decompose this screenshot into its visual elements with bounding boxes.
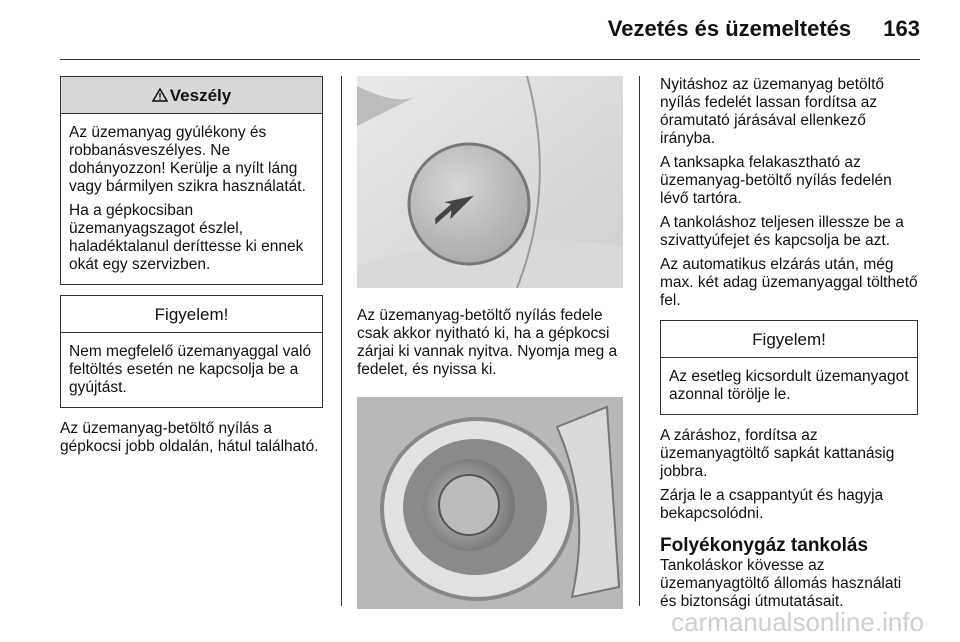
danger-text-2: Ha a gépkocsiban üzemanyagszagot észlel, haladéktalanul deríttesse ki ennek okát egy szervizben. [69, 202, 304, 273]
page-title: Vezetés és üzemeltetés [607, 16, 852, 41]
closing-text: A záráshoz, fordítsa az üzemanyagtöltő sapkát kattanásig jobbra. [660, 427, 895, 480]
cap-holder-text: A tanksapka felakasztható az üzemanyag-betöltő nyílás fedelén lévő tartóra. [660, 154, 892, 207]
danger-text-1: Az üzemanyag gyúlékony és robbanásveszélyes. Ne dohányozzon! Kerülje a nyílt láng vagy bármilyen szikra használatát. [69, 124, 306, 195]
column-divider-right [639, 76, 640, 606]
notice-box-left [60, 295, 323, 408]
notice-box-left-body [61, 333, 322, 407]
notice-left-text: Nem megfelelő üzemanyaggal való feltöltés esetén ne kapcsolja be a gyújtást. [69, 343, 312, 396]
warning-triangle-icon [152, 88, 168, 102]
opening-text: Nyitáshoz az üzemanyag betöltő nyílás fedelét lassan fordítsa az óramutató járásával ellenkező irányba. [660, 76, 885, 147]
notice-box-left-title: Figyelem! [61, 296, 322, 333]
watermark: carmanualsonline.info [671, 607, 924, 637]
notice-box-right [660, 320, 918, 415]
danger-box [60, 76, 323, 285]
notice-right-text: Az esetleg kicsordult üzemanyagot azonnal törölje le. [669, 368, 909, 403]
flap-caption: Az üzemanyag-betöltő nyílás fedele csak akkor nyitható ki, ha a gépkocsi zárjai ki vannak nyitva. Nyomja meg a fedelet, és nyissa ki. [357, 307, 618, 378]
page-number: 163 [883, 16, 920, 41]
notice-box-right-title: Figyelem! [661, 321, 917, 358]
auto-shutoff-text: Az automatikus elzárás után, még max. két adag üzemanyaggal tölthető fel. [660, 256, 918, 309]
right-column [660, 76, 918, 617]
section-heading: Folyékonygáz tankolás [660, 535, 869, 556]
fuel-flap-closed-photo [357, 76, 623, 288]
pump-nozzle-text: A tankoláshoz teljesen illessze be a szivattyúfejet és kapcsolja be azt. [660, 214, 904, 249]
close-flap-text: Zárja le a csappantyút és hagyja bekapcsolódni. [660, 487, 884, 522]
page-header [608, 16, 920, 42]
fuel-flap-open-photo [357, 397, 623, 609]
column-divider-left [341, 76, 342, 606]
left-column [60, 76, 323, 462]
lpg-instructions-text: Tankoláskor kövesse az üzemanyagtöltő állomás használati és biztonsági útmutatásait. [660, 557, 902, 610]
danger-box-header [61, 77, 322, 114]
filler-location-text: Az üzemanyag-betöltő nyílás a gépkocsi jobb oldalán, hátul található. [60, 420, 319, 455]
danger-box-title: Veszély [169, 86, 232, 105]
header-rule [60, 59, 920, 60]
danger-box-body [61, 114, 322, 284]
middle-column [357, 76, 623, 614]
notice-box-right-body [661, 358, 917, 414]
